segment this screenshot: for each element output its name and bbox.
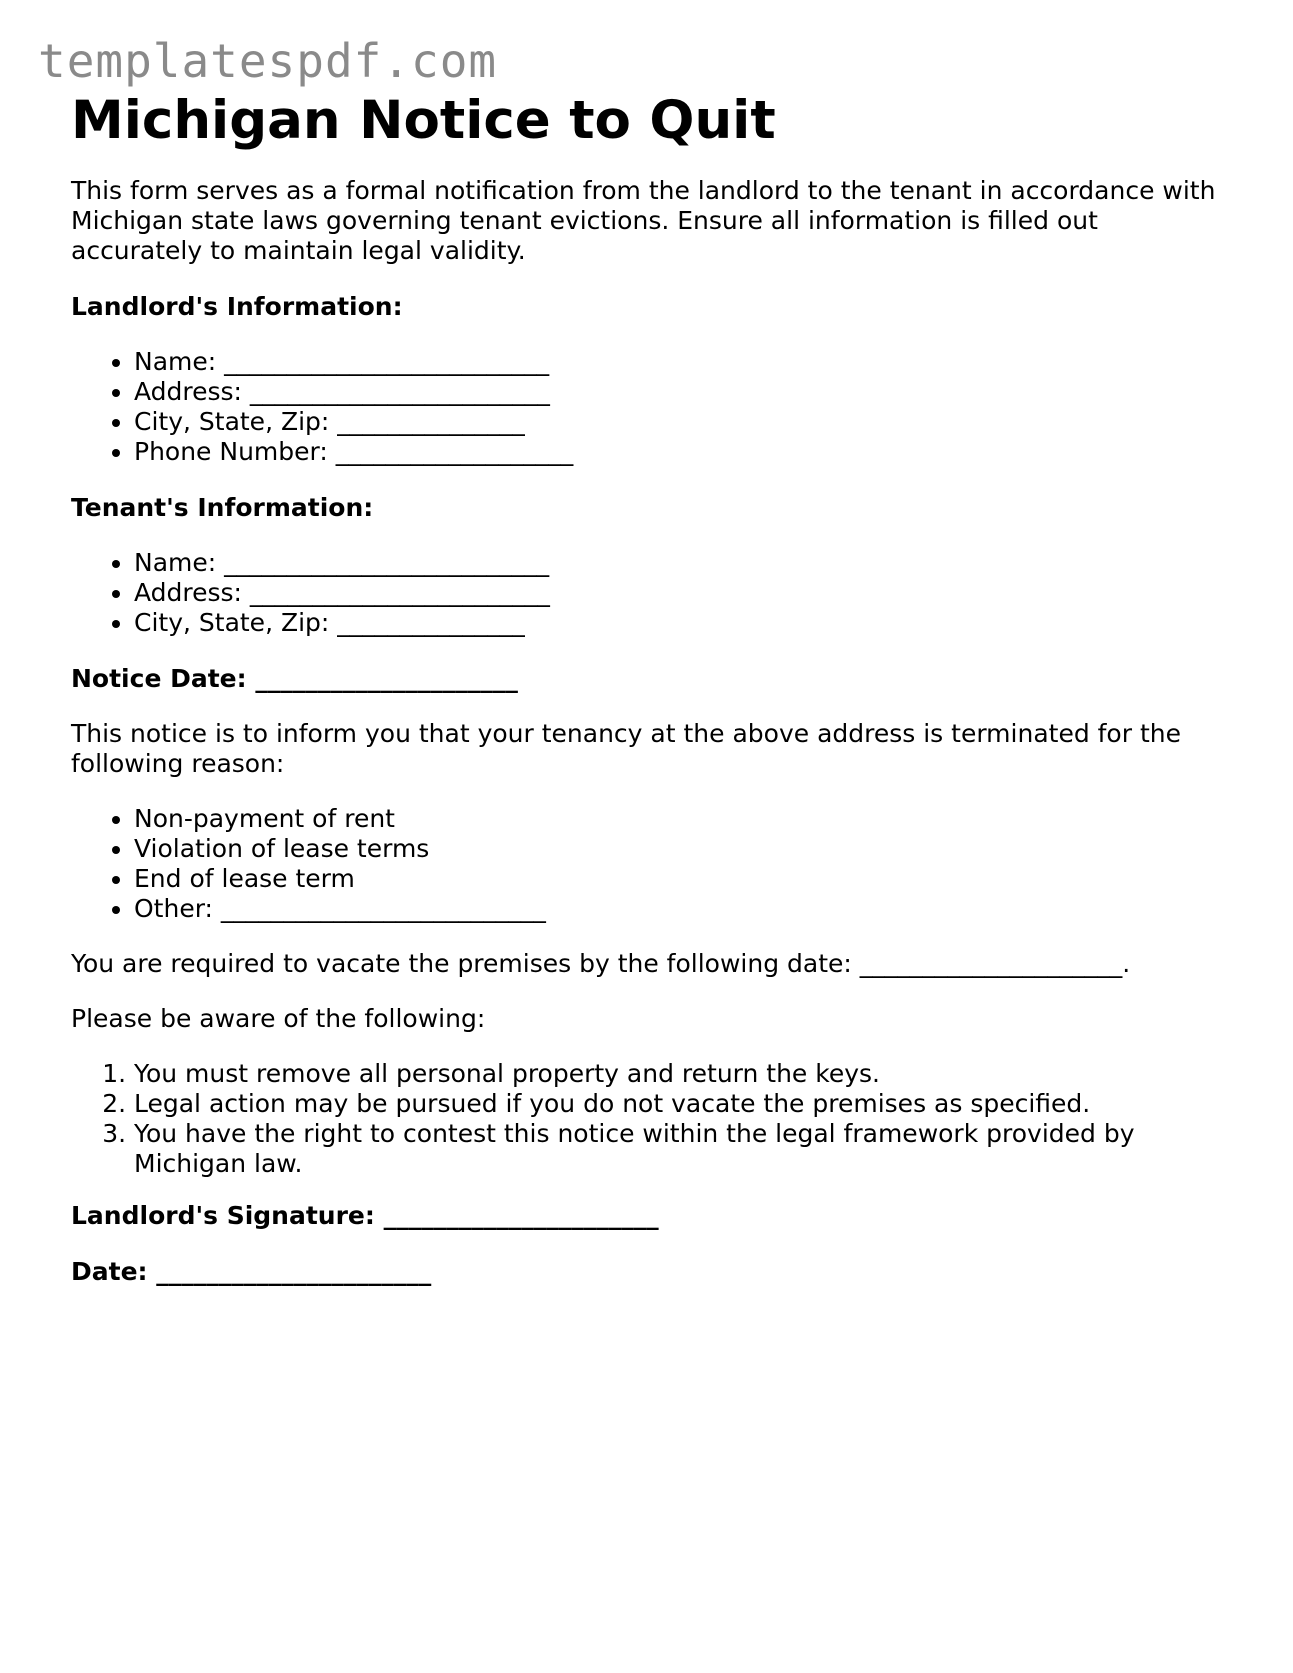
tenant-name-field: • Name: __________________________ [134,548,1221,578]
landlord-signature-field: Landlord's Signature: ______________________ [71,1201,659,1230]
tenant-info-list [71,548,1221,638]
document-page [71,88,1221,1287]
reason-violation: • Violation of lease terms [134,834,1221,864]
termination-paragraph: This notice is to inform you that your tenancy at the above address is terminated for the following reason: [71,719,1181,778]
intro-paragraph: This form serves as a formal notification from the landlord to the tenant in accordance with Michigan state laws governing tenant evictions. Ensure all information is filled out accurately to maintain legal validity. [71,176,1216,265]
tenant-city-state-zip-field: • City, State, Zip: _______________ [134,608,1221,638]
watermark: templatespdf.com [38,34,498,88]
signature-date-field: Date: ______________________ [71,1257,432,1286]
condition-item: 3. You have the right to contest this notice within the legal framework provided by Michigan law. [134,1119,1221,1179]
landlord-name-field: • Name: __________________________ [134,347,1221,377]
tenant-info-heading: Tenant's Information: [71,493,374,522]
page-title: Michigan Notice to Quit [71,90,776,151]
landlord-city-state-zip-field: • City, State, Zip: _______________ [134,407,1221,437]
landlord-phone-field: • Phone Number: ___________________ [134,437,1221,467]
aware-paragraph: Please be aware of the following: [71,1004,486,1033]
reason-end-of-term: • End of lease term [134,864,1221,894]
condition-item: 2. Legal action may be pursued if you do not vacate the premises as specified. [134,1089,1221,1119]
tenant-address-field: • Address: ________________________ [134,578,1221,608]
notice-date-field: Notice Date: _____________________ [71,664,518,693]
reasons-list [71,804,1221,924]
reason-nonpayment: • Non-payment of rent [134,804,1221,834]
conditions-list [71,1059,1221,1179]
reason-other: • Other: __________________________ [134,894,1221,924]
landlord-info-heading: Landlord's Information: [71,292,403,321]
landlord-address-field: • Address: ________________________ [134,377,1221,407]
landlord-info-list [71,347,1221,467]
condition-item: 1. You must remove all personal property and return the keys. [134,1059,1221,1089]
vacate-date-paragraph: You are required to vacate the premises by the following date: _____________________. [71,949,1131,978]
